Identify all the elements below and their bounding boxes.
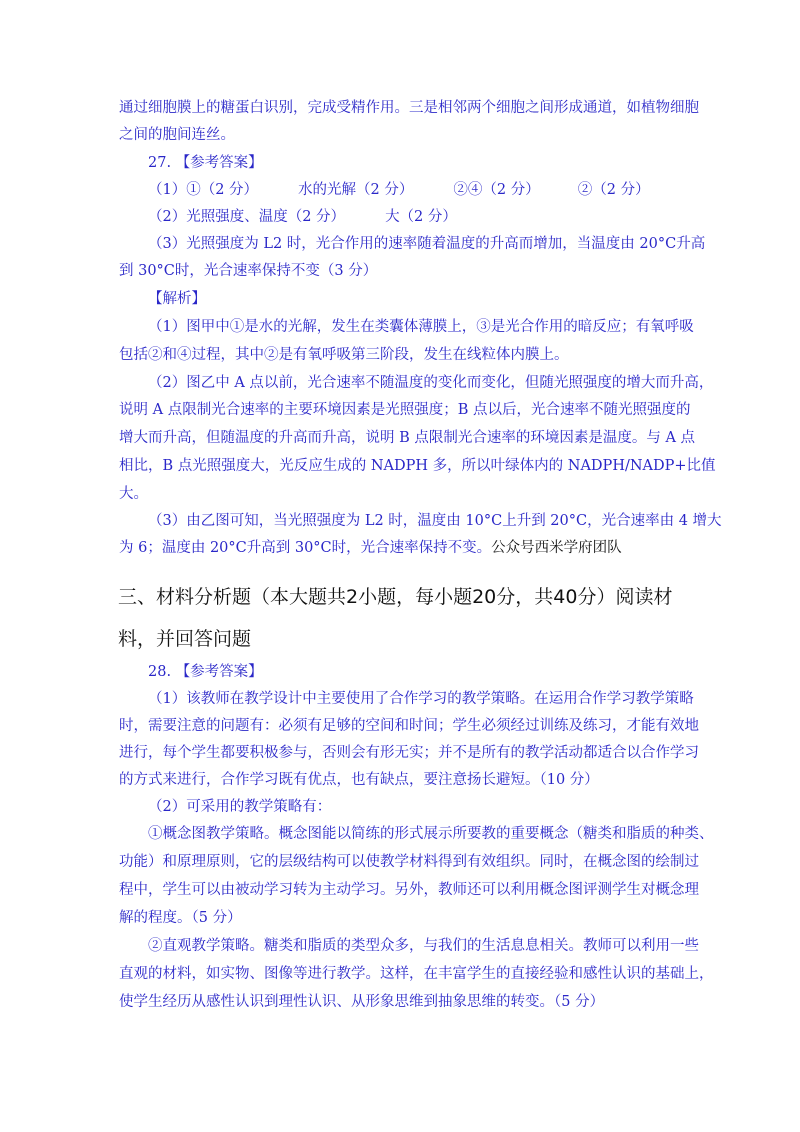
q28-part-1-line-1: （1）该教师在教学设计中主要使用了合作学习的教学策略。在运用合作学习教学策略 bbox=[148, 691, 694, 707]
q28-strategy-2-line-2: 直观的材料，如实物、图像等进行教学。这样，在丰富学生的直接经验和感性认识的基础上， bbox=[119, 966, 714, 982]
q28-strategy-1-line-4: 解的程度。（5 分） bbox=[119, 910, 242, 926]
section-heading-line-2: 料，并回答问题 bbox=[118, 628, 252, 650]
q28-part-2-title: （2）可采用的教学策略有： bbox=[148, 799, 332, 815]
q27-answer-2-part-a: （2）光照强度、温度（2 分） bbox=[148, 209, 346, 225]
watermark-text: 公众号西米学府团队 bbox=[491, 540, 622, 556]
q28-part-1-line-3: 进行，每个学生都要积极参与，否则会有形无实；并不是所有的教学活动都适合以合作学习 bbox=[119, 745, 699, 761]
q27-answer-1 bbox=[148, 180, 650, 200]
q27-analysis-3-line-1: （3）由乙图可知，当光照强度为 L2 时，温度由 10°C上升到 20°C，光合速率由 4 增大 bbox=[148, 513, 722, 529]
q28-strategy-1-line-2: 功能）和原理原则，它的层级结构可以使教学材料得到有效组织。同时，在概念图的绘制过 bbox=[119, 854, 699, 870]
q28-strategy-2-line-1: ②直观教学策略。糖类和脂质的类型众多，与我们的生活息息相关。教师可以利用一些 bbox=[148, 938, 699, 954]
q27-analysis-2-line-2: 说明 A 点限制光合速率的主要环境因素是光照强度；B 点以后，光合速率不随光照强度的 bbox=[119, 402, 691, 418]
q27-answer-1-part-b: 水的光解（2 分） bbox=[298, 182, 414, 198]
q27-analysis-1-line-1: （1）图甲中①是水的光解，发生在类囊体薄膜上，③是光合作用的暗反应；有氧呼吸 bbox=[148, 319, 694, 335]
q28-answer-title: 28. 【参考答案】 bbox=[148, 664, 263, 680]
q28-strategy-1-line-1: ①概念图教学策略。概念图能以简练的形式展示所要教的重要概念（糖类和脂质的种类、 bbox=[148, 826, 714, 842]
q28-strategy-2-line-3: 使学生经历从感性认识到理性认识、从形象思维到抽象思维的转变。（5 分） bbox=[119, 994, 605, 1010]
q27-analysis-2-line-1: （2）图乙中 A 点以前，光合速率不随温度的变化而变化，但随光照强度的增大而升高， bbox=[148, 375, 714, 391]
q27-analysis-3-line-2 bbox=[119, 538, 622, 558]
q27-analysis-1-line-2: 包括②和④过程，其中②是有氧呼吸第三阶段，发生在线粒体内膜上。 bbox=[119, 347, 569, 363]
q27-answer-1-part-c: ②④（2 分） bbox=[453, 182, 540, 198]
q27-answer-3-line-2: 到 30°C时，光合速率保持不变（3 分） bbox=[119, 263, 378, 279]
q27-answer-title: 27. 【参考答案】 bbox=[148, 155, 263, 171]
q27-answer-2 bbox=[148, 207, 457, 227]
q27-analysis-3-line-2-text: 为 6；温度由 20°C升高到 30°C时，光合速率保持不变。 bbox=[119, 540, 492, 556]
section-heading-line-1: 三、材料分析题（本大题共2小题，每小题20分，共40分）阅读材 bbox=[118, 586, 673, 608]
q27-answer-1-part-a: （1）①（2 分） bbox=[148, 182, 259, 198]
q27-analysis-2-line-3: 增大而升高，但随温度的升高而升高，说明 B 点限制光合速率的环境因素是温度。与 A 点 bbox=[119, 430, 696, 446]
q26-tail-line-1: 通过细胞膜上的糖蛋白识别，完成受精作用。三是相邻两个细胞之间形成通道，如植物细胞 bbox=[119, 100, 699, 116]
q27-answer-3-line-1: （3）光照强度为 L2 时，光合作用的速率随着温度的升高而增加，当温度由 20°C升高 bbox=[148, 236, 706, 252]
q27-answer-1-part-d: ②（2 分） bbox=[577, 182, 650, 198]
q28-part-1-line-2: 时，需要注意的问题有：必须有足够的空间和时间；学生必须经过训练及练习，才能有效地 bbox=[119, 718, 699, 734]
q26-tail-line-2: 之间的胞间连丝。 bbox=[119, 127, 235, 143]
q27-analysis-title: 【解析】 bbox=[148, 291, 206, 307]
q28-part-1-line-4: 的方式来进行，合作学习既有优点，也有缺点，要注意扬长避短。（10 分） bbox=[119, 772, 599, 788]
q28-strategy-1-line-3: 程中，学生可以由被动学习转为主动学习。另外，教师还可以利用概念图评测学生对概念理 bbox=[119, 882, 699, 898]
q27-analysis-2-line-4: 相比，B 点光照强度大，光反应生成的 NADPH 多，所以叶绿体内的 NADPH/NADP+比值 bbox=[119, 458, 716, 474]
q27-answer-2-part-b: 大（2 分） bbox=[385, 209, 457, 225]
q27-analysis-2-line-5: 大。 bbox=[119, 486, 148, 502]
